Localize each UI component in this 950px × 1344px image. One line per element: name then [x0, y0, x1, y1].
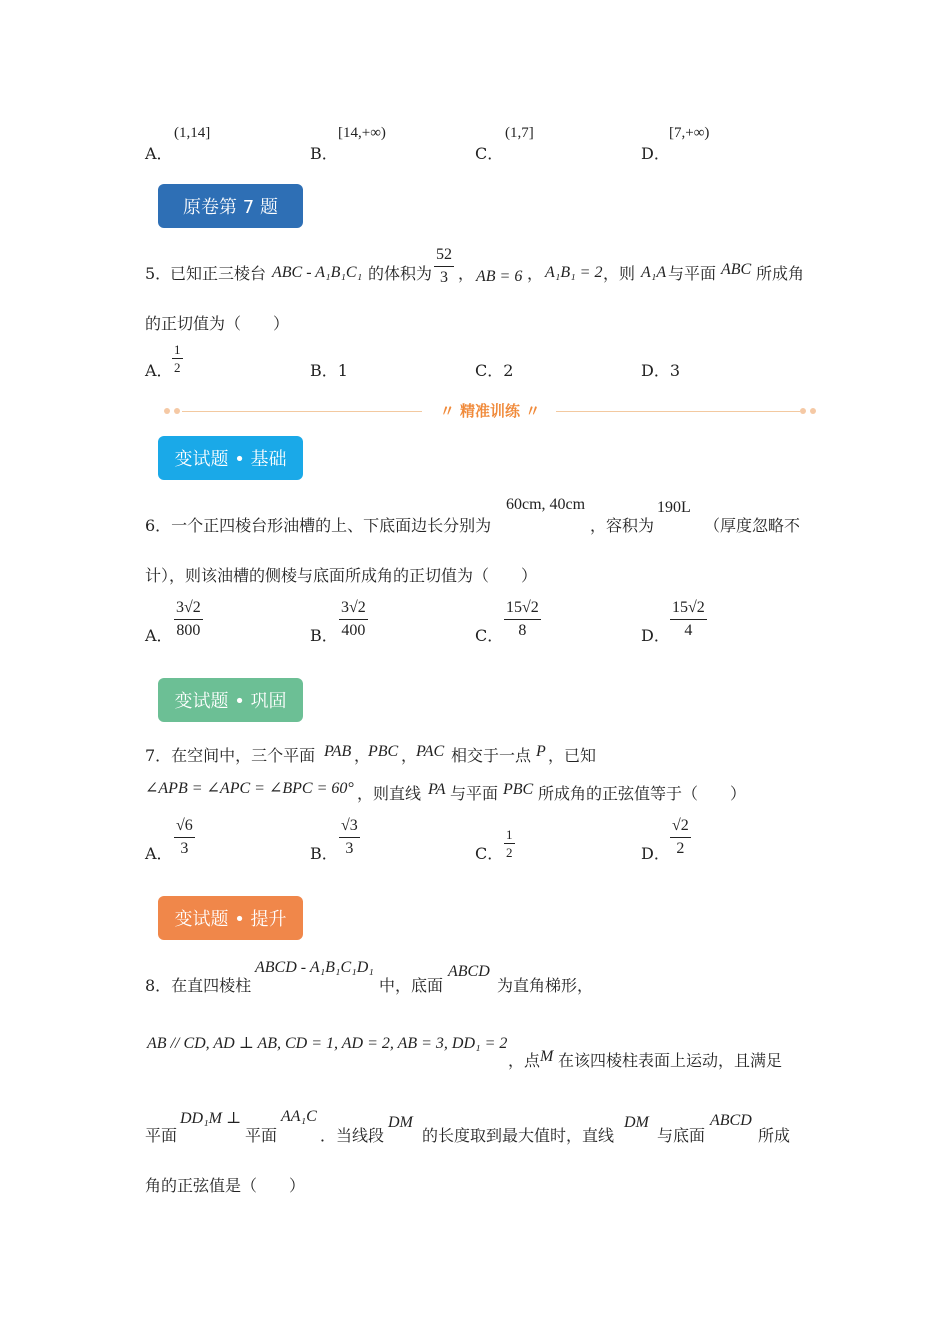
q6-option-d-denominator: 4 — [684, 622, 693, 639]
divider-dot-right-1 — [800, 408, 806, 414]
q7-option-b-letter: B． — [310, 844, 338, 863]
q5-option-c: C．2 — [475, 361, 514, 380]
q5-option-d: D．3 — [641, 361, 681, 380]
divider-dot-left-2 — [174, 408, 180, 414]
q6-option-b-letter: B． — [310, 626, 338, 645]
badge-variant-improve: 变试题 • 提升 — [158, 896, 303, 940]
q8-line-3-text-1: 平面 — [145, 1126, 178, 1145]
q8-line-2-text-2: 在该四棱柱表面上运动，且满足 — [558, 1051, 783, 1070]
badge-variant-basic: 变试题 • 基础 — [158, 436, 303, 480]
q5-math-a1a: A₁A — [641, 264, 667, 281]
q6-option-c-denominator: 8 — [518, 622, 527, 639]
q5-text-6: 与平面 — [668, 264, 717, 283]
q7-option-a-fraction — [174, 816, 195, 859]
q5-volume-numerator: 52 — [434, 245, 454, 267]
q7-math-pbc: PBC — [368, 743, 399, 760]
q6-option-b-denominator: 400 — [341, 622, 366, 639]
divider-dot-right-2 — [810, 408, 816, 414]
q7-text-1: 7．在空间中，三个平面 — [145, 746, 316, 765]
q7-text-4: 相交于一点 — [451, 746, 532, 765]
q6-option-a-letter: A． — [145, 626, 173, 645]
q7-option-a-letter: A． — [145, 844, 173, 863]
divider-dot-left-1 — [164, 408, 170, 414]
q5-option-a-fraction — [172, 342, 183, 375]
q6-option-d-letter: D． — [641, 626, 670, 645]
q6-option-b-fraction — [339, 598, 368, 641]
q7-option-b-numerator: √3 — [339, 816, 360, 838]
q7-option-a-numerator: √6 — [174, 816, 195, 838]
q8-math-abcd-2: ABCD — [710, 1112, 752, 1129]
q6-text-1: 6．一个正四棱台形油槽的上、下底面边长分别为 — [145, 516, 492, 535]
divider-line-right — [556, 411, 800, 412]
q5-math-a1b1: A₁B₁ = 2 — [545, 264, 603, 281]
q8-line-3-text-4: 的长度取到最大值时，直线 — [422, 1126, 615, 1145]
q7-option-d-denominator: 2 — [676, 840, 685, 857]
q7-option-c-denominator: 2 — [506, 845, 513, 860]
q5-text-5: ，则 — [603, 264, 636, 283]
q7-math-angles: ∠APB = ∠APC = ∠BPC = 60° — [145, 780, 354, 797]
q6-option-a-denominator: 800 — [176, 622, 201, 639]
q5-volume-denominator: 3 — [440, 269, 448, 286]
q5-math-abc: ABC — [721, 261, 752, 278]
q7-option-b-fraction — [339, 816, 360, 859]
q5-text-3: ， — [458, 264, 475, 283]
q7-math-pbc-2: PBC — [503, 781, 534, 798]
q7-text-3: ， — [401, 746, 418, 765]
q8-math-conditions: AB // CD, AD ⊥ AB, CD = 1, AD = 2, AB = 3, DD₁ = 2 — [147, 1035, 508, 1052]
q5-line-2: 的正切值为（ ） — [145, 314, 290, 333]
badge-variant-solid: 变试题 • 巩固 — [158, 678, 303, 722]
q7-math-pa: PA — [428, 781, 446, 798]
q5-option-b: B．1 — [310, 361, 348, 380]
q8-math-dm: DM — [388, 1114, 413, 1131]
q6-math-volume: 190L — [657, 499, 691, 516]
q7-math-pac: PAC — [416, 743, 445, 760]
q5-number: 5． — [145, 264, 172, 283]
q8-line-3-text-5: 与底面 — [657, 1126, 706, 1145]
q8-text-1: 8．在直四棱柱 — [145, 976, 252, 995]
q8-math-m: M — [540, 1048, 554, 1065]
q4-option-b-letter: B． — [310, 144, 338, 163]
q4-option-a-value: (1,14] — [174, 125, 211, 141]
q7-option-d-numerator: √2 — [670, 816, 691, 838]
q7-line-2-text-3: 所成角的正弦值等于（ ） — [538, 784, 747, 803]
q7-text-2: ， — [354, 746, 371, 765]
q6-text-3: （厚度忽略不 — [704, 516, 801, 535]
q7-option-c-fraction — [504, 827, 515, 860]
q8-math-plane-dd1m: DD₁M ⊥ — [180, 1110, 242, 1127]
q7-option-b-denominator: 3 — [345, 840, 354, 857]
q6-line-2: 计），则该油槽的侧棱与底面所成角的正切值为（ ） — [145, 566, 538, 585]
divider-label: 〃 精准训练 〃 — [439, 402, 541, 420]
q4-option-d-value: [7,+∞) — [669, 125, 710, 141]
q4-option-a-letter: A． — [145, 144, 173, 163]
q4-option-c-letter: C． — [475, 144, 504, 163]
q7-math-pab: PAB — [324, 743, 352, 760]
q7-line-2-text-2: 与平面 — [450, 784, 499, 803]
q5-text-2: 的体积为 — [368, 264, 433, 283]
q8-text-3: 为直角梯形， — [497, 976, 594, 995]
q6-option-d-fraction — [670, 598, 707, 641]
divider-line-left — [182, 411, 422, 412]
q8-line-4: 角的正弦值是（ ） — [145, 1176, 306, 1195]
q8-math-abcd: ABCD — [448, 963, 490, 980]
q8-line-3-text-3: ．当线段 — [320, 1126, 385, 1145]
q7-option-a-denominator: 3 — [180, 840, 189, 857]
q4-option-d-letter: D． — [641, 144, 670, 163]
q7-option-d-fraction — [670, 816, 691, 859]
q7-option-c-letter: C． — [475, 844, 504, 863]
q5-volume-fraction — [434, 245, 454, 288]
q6-text-2: ，容积为 — [590, 516, 655, 535]
q6-option-b-numerator: 3√2 — [339, 598, 368, 620]
q8-math-dm-2: DM — [624, 1114, 649, 1131]
q5-option-a-numerator: 1 — [174, 342, 181, 357]
q5-text-1: 已知正三棱台 — [170, 264, 267, 283]
q6-math-edges: 60cm, 40cm — [506, 496, 586, 513]
q5-text-7: 所成角 — [756, 264, 805, 283]
q7-option-d-letter: D． — [641, 844, 670, 863]
q8-line-3-text-2: 平面 — [245, 1126, 278, 1145]
q8-text-2: 中，底面 — [379, 976, 444, 995]
q6-option-a-numerator: 3√2 — [174, 598, 203, 620]
q6-option-c-fraction — [504, 598, 541, 641]
q5-text-4: ， — [527, 264, 544, 283]
q7-line-2-text-1: ，则直线 — [357, 784, 422, 803]
q4-option-b-value: [14,+∞) — [338, 125, 386, 141]
q7-text-5: ，已知 — [548, 746, 597, 765]
q8-line-3-text-6: 所成 — [758, 1126, 791, 1145]
q6-option-a-fraction — [174, 598, 203, 641]
q8-math-plane-aa1c: AA₁C — [281, 1108, 317, 1125]
badge-original-question: 原卷第 7 题 — [158, 184, 303, 228]
q7-math-p: P — [536, 743, 546, 760]
q5-math-frustum: ABC - A₁B₁C₁ — [272, 264, 363, 281]
q4-option-c-value: (1,7] — [505, 125, 534, 141]
q6-option-d-numerator: 15√2 — [670, 598, 707, 620]
q7-option-c-numerator: 1 — [506, 827, 513, 842]
q5-option-a-denominator: 2 — [174, 360, 181, 375]
q5-math-ab: AB = 6 — [476, 268, 523, 285]
q8-math-prism: ABCD - A₁B₁C₁D₁ — [255, 959, 374, 976]
q6-option-c-numerator: 15√2 — [504, 598, 541, 620]
q8-line-2-text-1: ，点 — [508, 1051, 541, 1070]
q6-option-c-letter: C． — [475, 626, 504, 645]
q5-option-a-letter: A． — [145, 361, 173, 380]
